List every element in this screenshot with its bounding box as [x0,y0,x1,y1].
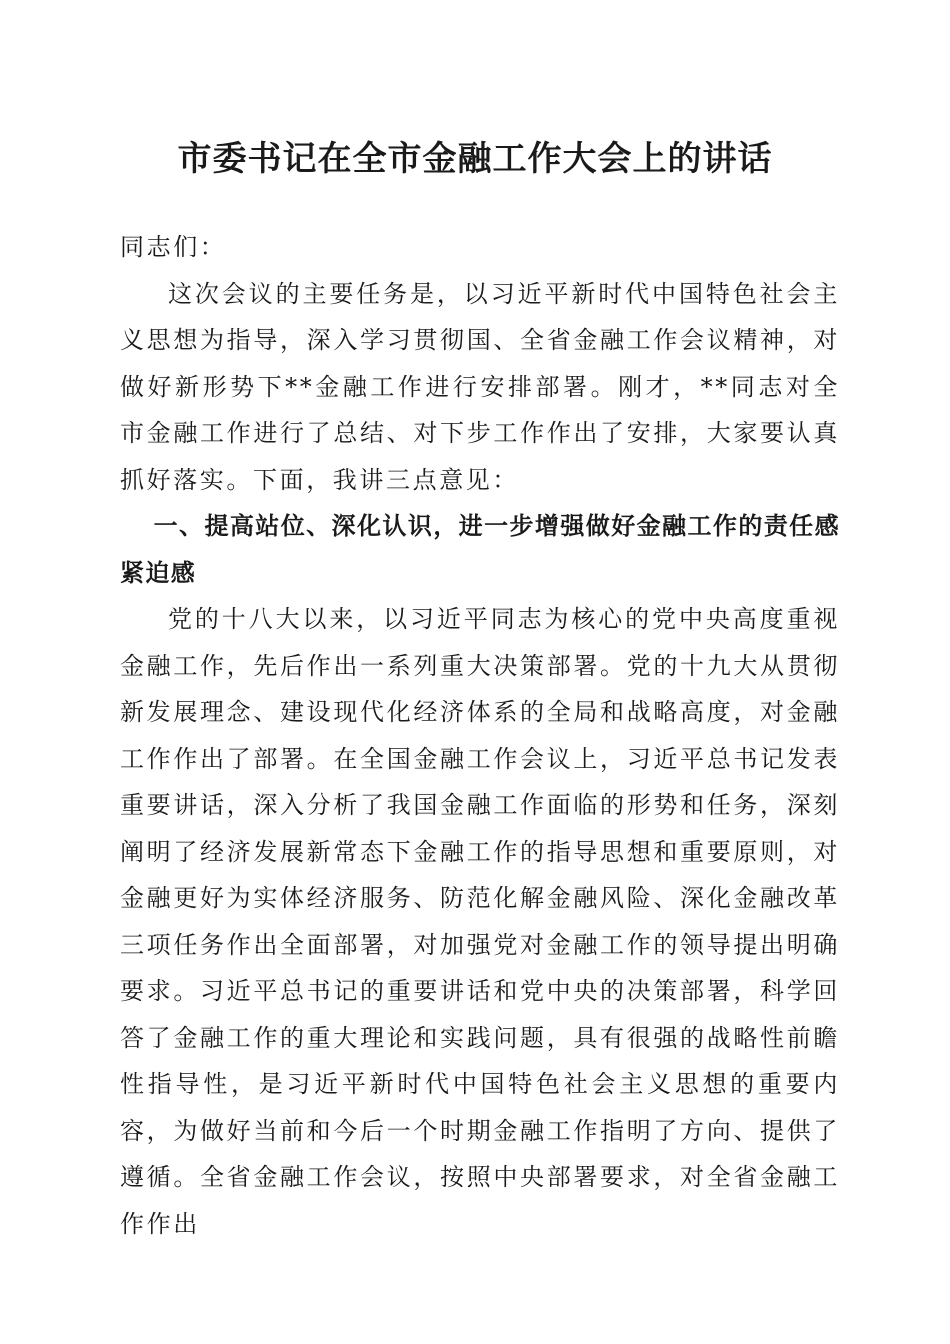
salutation: 同志们： [120,233,227,261]
document-body [120,224,840,1247]
section-1-paragraph: 党的十八大以来，以习近平同志为核心的党中央高度重视金融工作，先后作出一系列重大决策部署。党的十九大从贯彻新发展理念、建设现代化经济体系的全局和战略高度，对金融工作作出了部署。在全国金融工作会议上，习近平总书记发表重要讲话，深入分析了我国金融工作面临的形势和任务，深刻阐明了经济发展新常态下金融工作的指导思想和重要原则，对金融更好为实体经济服务、防范化解金融风险、深化金融改革三项任务作出全面部署，对加强党对金融工作的领导提出明确要求。习近平总书记的重要讲话和党中央的决策部署，科学回答了金融工作的重大理论和实践问题，具有很强的战略性前瞻性指导性，是习近平新时代中国特色社会主义思想的重要内容，为做好当前和今后一个时期金融工作指明了方向、提供了遵循。全省金融工作会议，按照中央部署要求，对全省金融工作作出 [120,605,840,1238]
intro-paragraph: 这次会议的主要任务是，以习近平新时代中国特色社会主义思想为指导，深入学习贯彻国、全省金融工作会议精神，对做好新形势下**金融工作进行安排部署。刚才，**同志对全市金融工作进行了总结、对下步工作作出了安排，大家要认真抓好落实。下面，我讲三点意见： [120,279,840,494]
document-title: 市委书记在全市金融工作大会上的讲话 [177,139,773,179]
section-heading-1: 一、提高站位、深化认识，进一步增强做好金融工作的责任感紧迫感 [120,512,840,587]
